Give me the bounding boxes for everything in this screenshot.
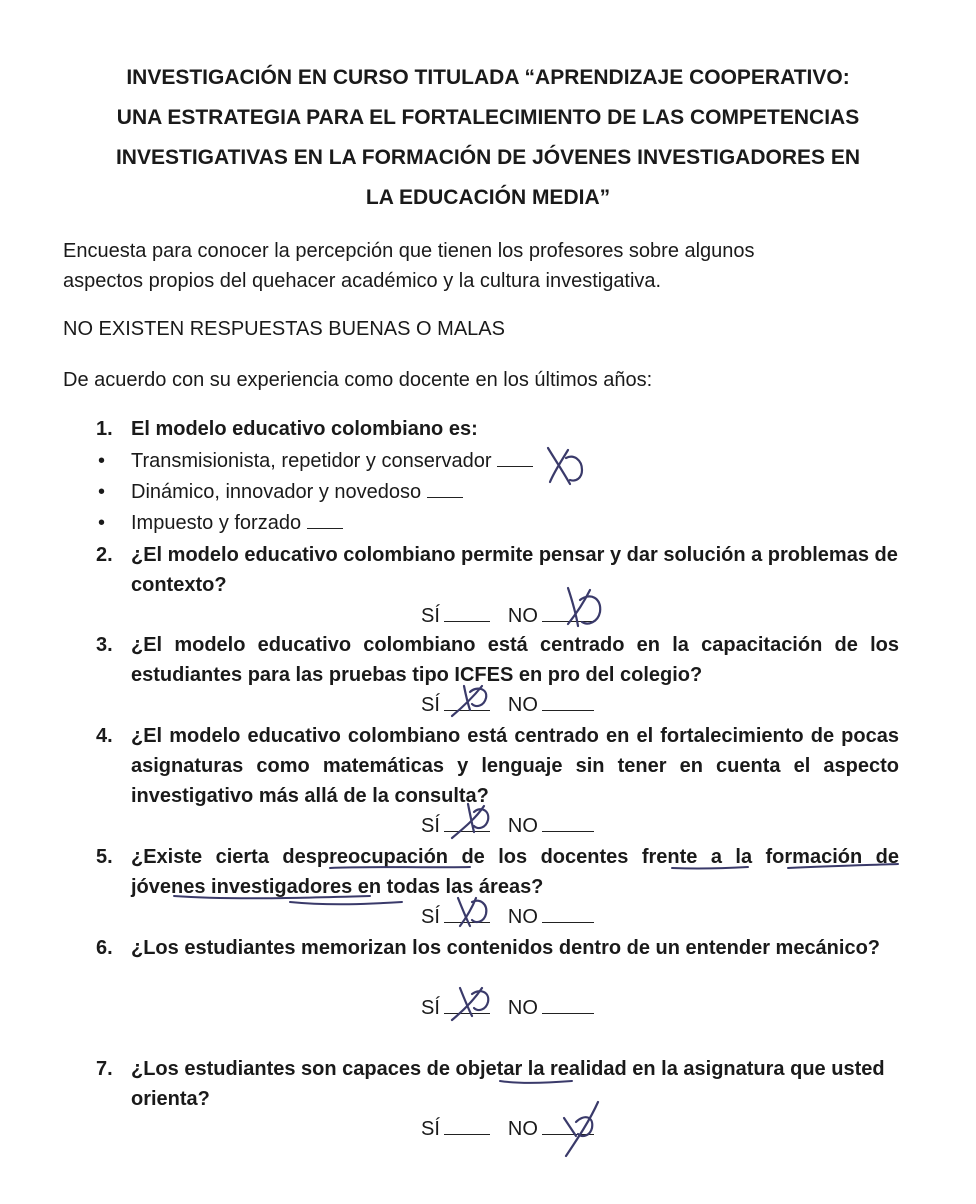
handwritten-x-mark <box>540 444 590 488</box>
question-text: ¿Existe cierta despreocupación de los docentes frente a la formación de jóvenes investigadores en todas las áreas? <box>131 846 899 898</box>
question-6 <box>96 933 899 963</box>
answer-row <box>421 1114 594 1144</box>
yes-label: SÍ <box>421 605 440 627</box>
yes-label: SÍ <box>421 906 440 928</box>
answer-row <box>421 690 594 720</box>
answer-row <box>421 902 594 932</box>
answer-blank[interactable] <box>497 448 533 467</box>
option-item <box>96 477 463 507</box>
question-2 <box>96 540 899 600</box>
no-label: NO <box>507 906 538 928</box>
question-5 <box>96 842 899 902</box>
intro-line: Encuesta para conocer la percepción que tienen los profesores sobre algunos <box>63 240 755 262</box>
no-label: NO <box>507 1118 538 1140</box>
title-line: INVESTIGATIVAS EN LA FORMACIÓN DE JÓVENES INVESTIGADORES EN <box>115 146 861 169</box>
no-label: NO <box>507 694 538 716</box>
question-text: ¿El modelo educativo colombiano permite pensar y dar solución a problemas de contexto? <box>131 544 898 596</box>
question-text: ¿El modelo educativo colombiano está centrado en la capacitación de los estudiantes para las pruebas tipo ICFES en pro del colegio? <box>131 634 899 686</box>
question-1 <box>96 414 899 444</box>
no-blank[interactable] <box>542 995 594 1014</box>
yes-blank[interactable] <box>444 813 490 832</box>
option-item <box>96 446 533 476</box>
bullet-icon: • <box>98 450 106 472</box>
question-number: 2. <box>96 544 113 566</box>
yes-label: SÍ <box>421 1118 440 1140</box>
no-label: NO <box>507 997 538 1019</box>
yes-label: SÍ <box>421 997 440 1019</box>
no-blank[interactable] <box>542 1116 594 1135</box>
bullet-icon: • <box>98 512 106 534</box>
no-label: NO <box>507 815 538 837</box>
question-number: 1. <box>96 418 113 440</box>
no-blank[interactable] <box>542 813 594 832</box>
title-line: LA EDUCACIÓN MEDIA” <box>365 186 611 209</box>
yes-label: SÍ <box>421 815 440 837</box>
question-number: 7. <box>96 1058 113 1080</box>
answer-row <box>421 993 594 1023</box>
yes-blank[interactable] <box>444 995 490 1014</box>
question-text: ¿Los estudiantes son capaces de objetar la realidad en la asignatura que usted orienta? <box>131 1058 885 1110</box>
question-text: ¿Los estudiantes memorizan los contenidos dentro de un entender mecánico? <box>131 937 881 959</box>
title-line: INVESTIGACIÓN EN CURSO TITULADA “APRENDIZAJE COOPERATIVO: <box>126 66 850 89</box>
question-number: 4. <box>96 725 113 747</box>
question-4 <box>96 721 899 811</box>
question-number: 5. <box>96 846 113 868</box>
answer-row <box>421 601 594 631</box>
answer-row <box>421 811 594 841</box>
no-label: NO <box>507 605 538 627</box>
question-3 <box>96 630 899 690</box>
yes-blank[interactable] <box>444 603 490 622</box>
answer-blank[interactable] <box>427 479 463 498</box>
yes-blank[interactable] <box>444 1116 490 1135</box>
no-blank[interactable] <box>542 692 594 711</box>
option-item <box>96 508 343 538</box>
question-text: ¿El modelo educativo colombiano está centrado en el fortalecimiento de pocas asignaturas como matemáticas y lenguaje sin tener en cuenta el aspecto investigativo más allá de la consulta? <box>131 725 899 807</box>
question-7 <box>96 1054 899 1114</box>
question-number: 3. <box>96 634 113 656</box>
intro-line: aspectos propios del quehacer académico y la cultura investigativa. <box>63 270 662 292</box>
option-text: Transmisionista, repetidor y conservador <box>131 450 492 472</box>
lead-text: De acuerdo con su experiencia como docente en los últimos años: <box>63 369 653 391</box>
option-text: Impuesto y forzado <box>131 512 302 534</box>
option-text: Dinámico, innovador y novedoso <box>131 481 422 503</box>
no-blank[interactable] <box>542 904 594 923</box>
yes-label: SÍ <box>421 694 440 716</box>
notice-text: NO EXISTEN RESPUESTAS BUENAS O MALAS <box>63 318 505 340</box>
document-title <box>60 58 916 218</box>
title-line: UNA ESTRATEGIA PARA EL FORTALECIMIENTO DE LAS COMPETENCIAS <box>116 106 860 129</box>
answer-blank[interactable] <box>307 510 343 529</box>
bullet-icon: • <box>98 481 106 503</box>
question-number: 6. <box>96 937 113 959</box>
no-blank[interactable] <box>542 603 594 622</box>
question-text: El modelo educativo colombiano es: <box>131 418 478 440</box>
yes-blank[interactable] <box>444 904 490 923</box>
yes-blank[interactable] <box>444 692 490 711</box>
